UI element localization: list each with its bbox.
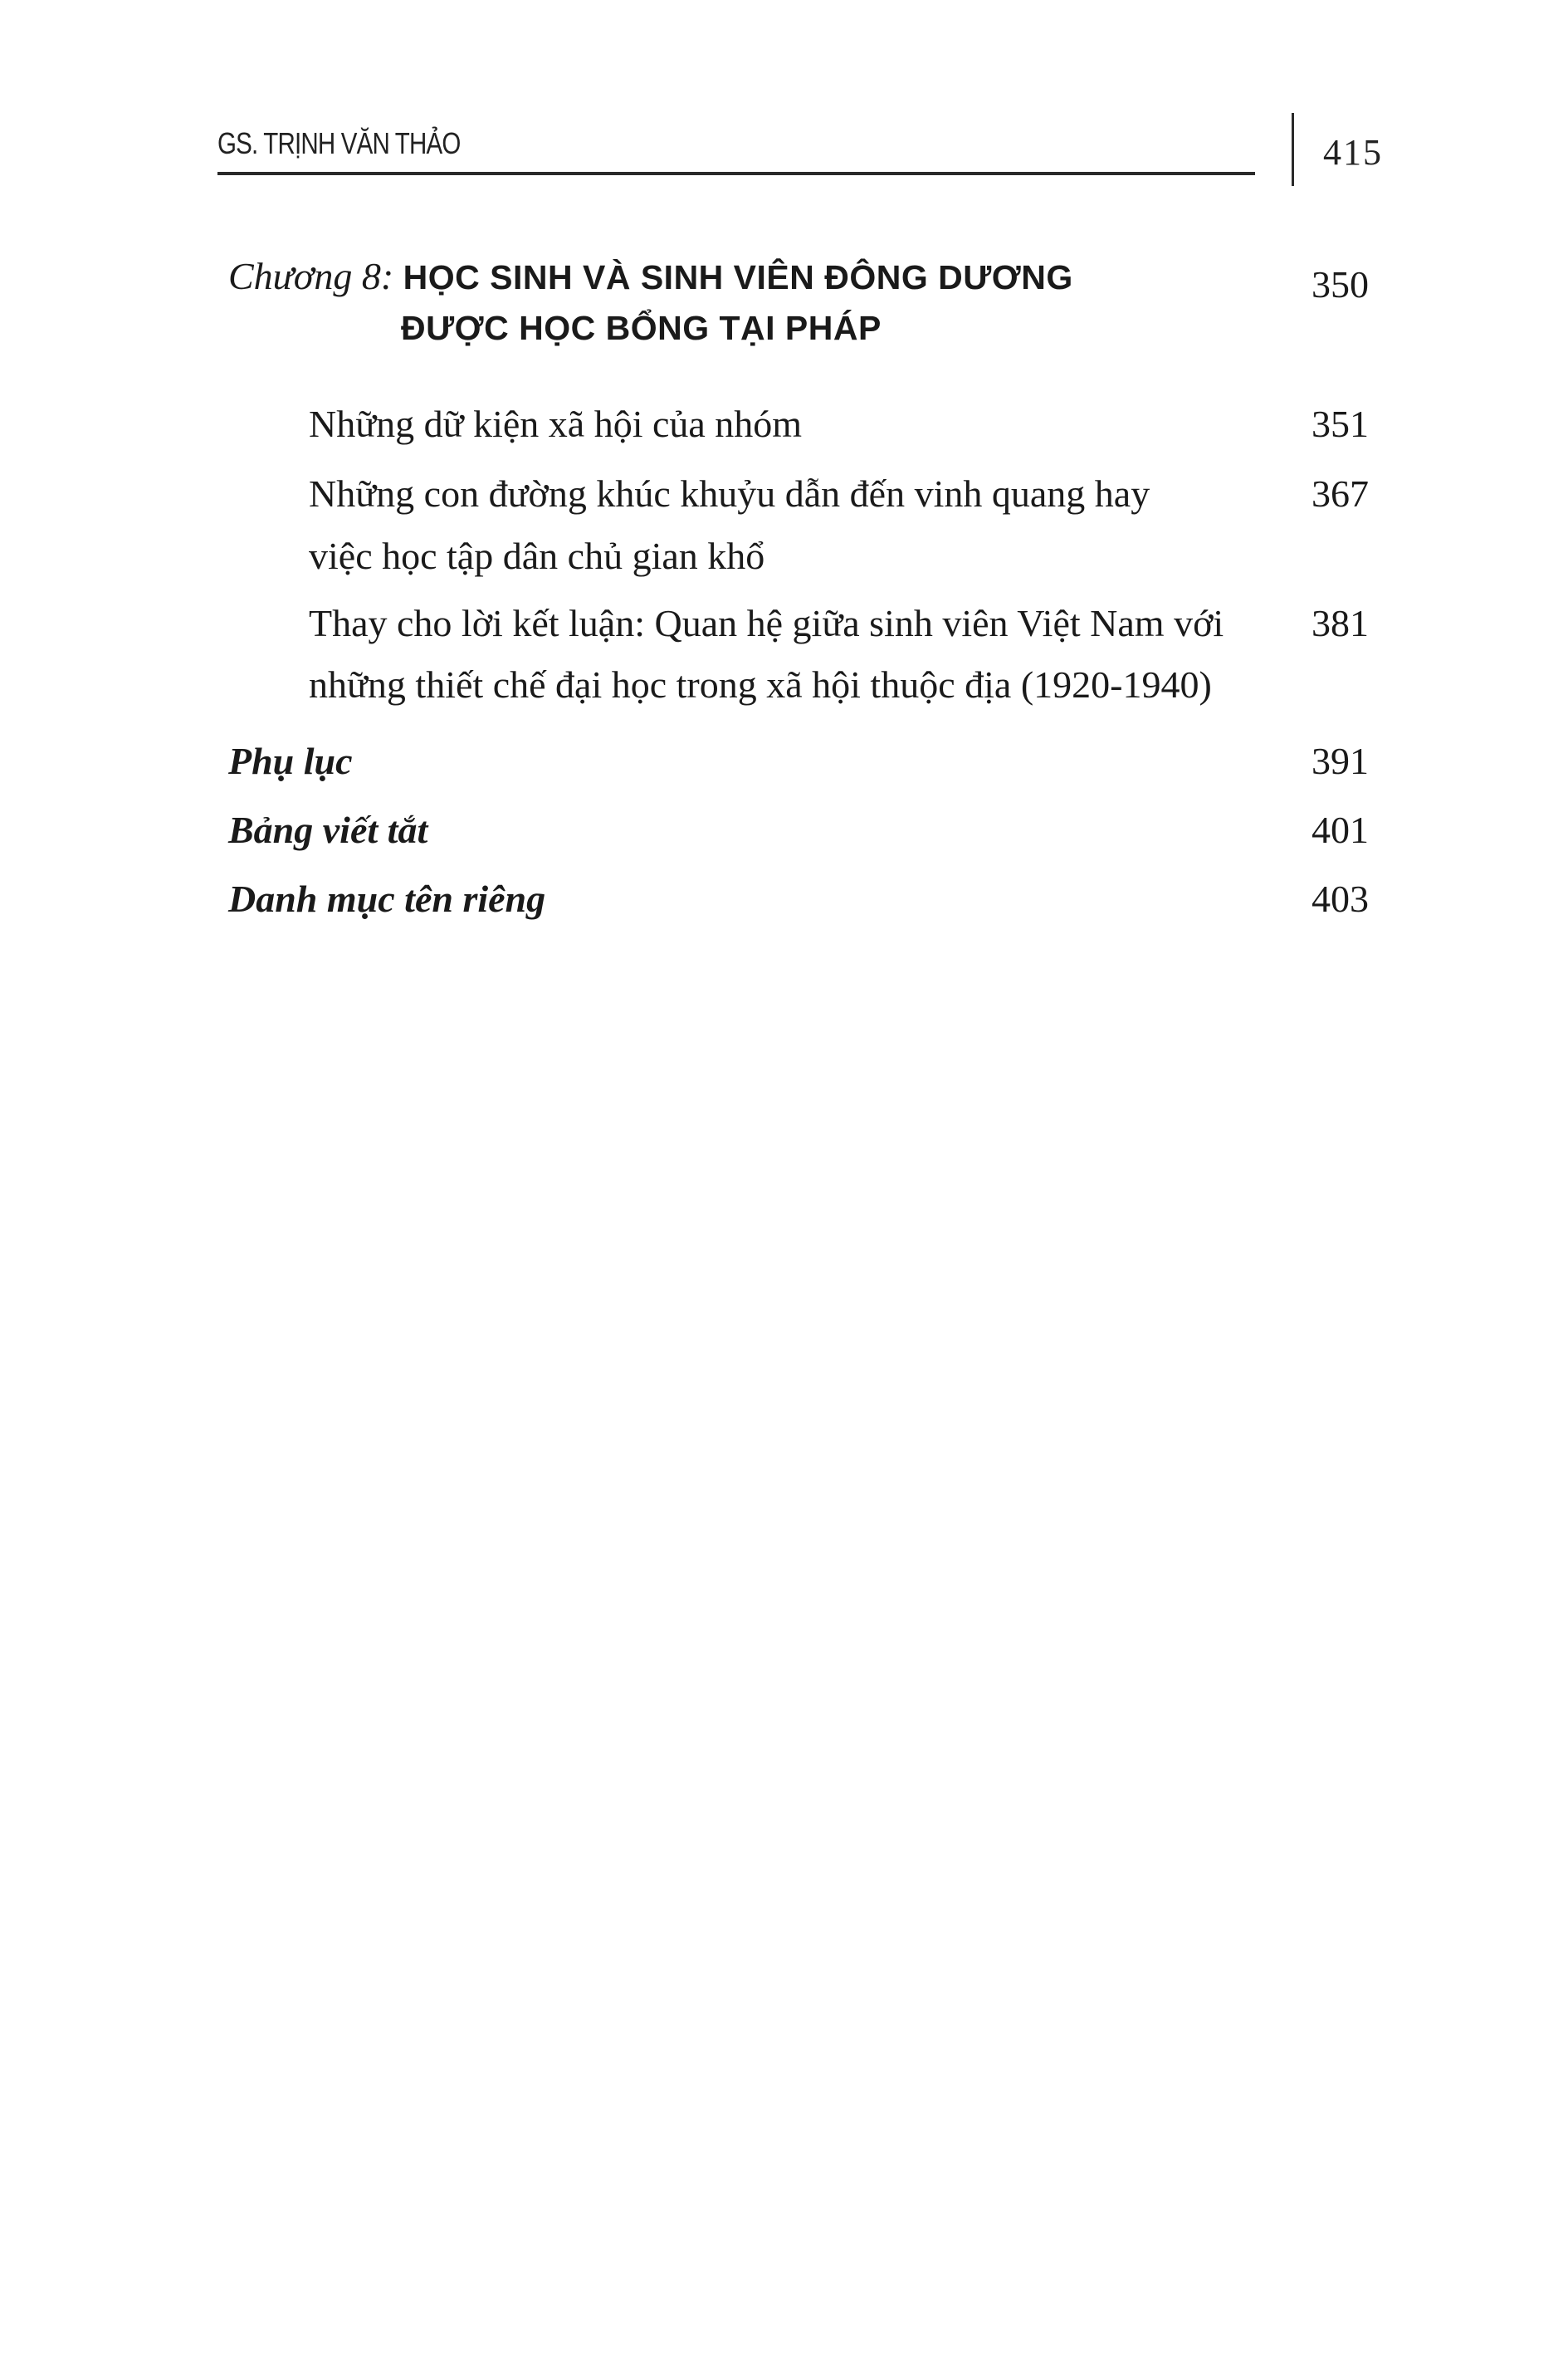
toc-abbreviations[interactable]: Bảng viết tắt	[228, 809, 428, 851]
chapter-prefix: Chương 8:	[228, 255, 394, 297]
toc-appendix[interactable]: Phụ lục	[228, 740, 353, 782]
header-rule	[217, 172, 1255, 175]
chapter-title-line2: ĐƯỢC HỌC BỔNG TẠI PHÁP	[401, 309, 882, 347]
page-number: 415	[1323, 132, 1383, 173]
running-head: GS. TRỊNH VĂN THẢO	[217, 126, 461, 160]
toc-abbreviations-page: 401	[1312, 809, 1369, 851]
header-vertical-rule	[1292, 113, 1294, 186]
toc-section-3-page: 381	[1312, 602, 1369, 644]
toc-chapter-8[interactable]	[228, 249, 1073, 305]
toc-section-3[interactable]: Thay cho lời kết luận: Quan hệ giữa sinh viên Việt Nam với	[309, 602, 1224, 644]
toc-chapter-8-page: 350	[1312, 263, 1369, 306]
chapter-title-line1: HỌC SINH VÀ SINH VIÊN ĐÔNG DƯƠNG	[403, 258, 1073, 296]
toc-appendix-page: 391	[1312, 740, 1369, 782]
toc-section-2-page: 367	[1312, 472, 1369, 515]
toc-section-2-line2[interactable]: việc học tập dân chủ gian khổ	[309, 535, 765, 577]
toc-section-3-line2[interactable]: những thiết chế đại học trong xã hội thuộc địa (1920-1940)	[309, 663, 1212, 706]
toc-proper-names-index-page: 403	[1312, 878, 1369, 920]
toc-proper-names-index[interactable]: Danh mục tên riêng	[228, 878, 546, 920]
toc-section-2[interactable]: Những con đường khúc khuỷu dẫn đến vinh quang hay	[309, 472, 1150, 515]
toc-section-1-page: 351	[1312, 403, 1369, 445]
toc-section-1[interactable]: Những dữ kiện xã hội của nhóm	[309, 403, 803, 445]
